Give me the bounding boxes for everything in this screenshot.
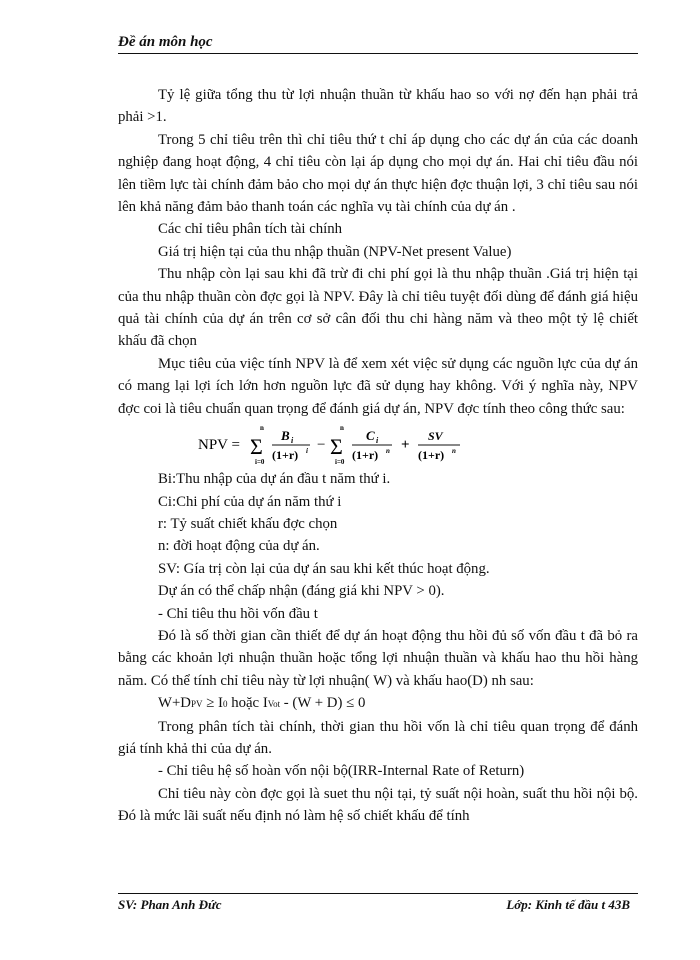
npv-formula [118, 420, 638, 468]
term1-den-exp: i [306, 447, 308, 456]
paragraph-8: Trong phân tích tài chính, thời gian thu hồi vốn là chỉ tiêu quan trọng để đánh giá tính khả thi của dự án. [118, 718, 638, 757]
header-divider [118, 53, 638, 54]
term3-den-exp: n [452, 447, 456, 456]
npv-lhs: NPV = [198, 437, 240, 454]
sum2-bottom: i=0 [335, 458, 345, 467]
definition-sv: SV: Gía trị còn lại của dự án sau khi kết thúc hoạt động. [158, 560, 490, 577]
paragraph-1: Tỷ lệ giữa tổng thu từ lợi nhuận thuần từ khấu hao so với nợ đến hạn phải trả phải >1. [118, 87, 638, 126]
section-heading: Các chỉ tiêu phân tích tài chính [158, 221, 343, 238]
document-body [118, 84, 638, 828]
sum2-top: n [340, 424, 344, 433]
plus-sign: + [401, 437, 410, 454]
definition-r: r: Tỷ suất chiết khấu đợc chọn [158, 515, 338, 532]
footer-class: Lớp: Kinh tế đầu t 43B [506, 897, 630, 912]
term1-num: B [281, 428, 290, 444]
footer-divider [118, 893, 638, 894]
paragraph-5: Thu nhập còn lại sau khi đã trừ đi chi phí gọi là thu nhập thuần .Giá trị hiện tại của thu nhập thuần còn đợc gọi là NPV. Đây là chỉ tiêu tuyệt đối dùng để đánh giá hiệu quả tài chính của dự án trên cơ sở cân đối thu chi hàng năm và theo một tỷ lệ chiết khấu đã chọn [118, 266, 638, 350]
term2-den: (1+r) [352, 448, 379, 463]
acceptance-rule: Dự án có thể chấp nhận (đáng giá khi NPV > 0). [158, 583, 445, 600]
footer-author: SV: Phan Anh Đức [118, 897, 222, 912]
term1-num-sub: i [291, 436, 294, 446]
sum1-sigma: Σ [250, 434, 263, 460]
payback-formula: W+DPV ≥ I0 hoặc IVot - (W + D) ≤ 0 [158, 695, 366, 712]
definition-n: n: đời hoạt động của dự án. [158, 538, 320, 555]
page-footer [118, 897, 638, 913]
term2-num-sub: i [376, 436, 379, 446]
page-header: Đề án môn học [118, 34, 213, 50]
paragraph-6: Mục tiêu của việc tính NPV là để xem xét việc sử dụng các nguồn lực của dự án có mang lại lợi ích lớn hơn nguồn lực đã sử dụng hay không. Với ý nghĩa này, NPV đợc coi là tiêu chuẩn quan trọng để đánh giá dự án, NPV đợc tính theo công thức sau: [118, 355, 638, 417]
npv-heading: Giá trị hiện tại của thu nhập thuần (NPV-Net present Value) [158, 243, 512, 260]
sum2-sigma: Σ [330, 434, 343, 460]
payback-heading: - Chỉ tiêu thu hồi vốn đầu t [158, 605, 318, 622]
term2-num: C [366, 428, 375, 444]
irr-heading: - Chỉ tiêu hệ số hoàn vốn nội bộ(IRR-Internal Rate of Return) [158, 763, 525, 780]
paragraph-2: Trong 5 chỉ tiêu trên thì chỉ tiêu thứ t chỉ áp dụng cho các dự án của các doanh nghiệp đang hoạt động, 4 chỉ tiêu còn lại áp dụng cho mọi dự án. Hai chỉ tiêu đầu nói lên tiềm lực tài chính đảm bảo cho mọi dự án thực hiện đợc thuận lợi, 3 chỉ tiêu sau nói lên khả năng đảm bảo thanh toán các nghĩa vụ tài chính của dự án . [118, 131, 638, 216]
sum1-top: n [260, 424, 264, 433]
sum1-bottom: i=0 [255, 458, 265, 467]
paragraph-10: Chỉ tiêu này còn đợc gọi là suet thu nội tại, tỷ suất nội hoàn, suất thu hồi nội bộ. Đó là mức lãi suất nếu định nó làm hệ số chiết khấu để tính [118, 785, 638, 825]
term1-den: (1+r) [272, 448, 299, 463]
paragraph-7: Đó là số thời gian cần thiết để dự án hoạt động thu hồi đủ số vốn đầu t đã bỏ ra bằng các khoản lợi nhuận thuần hoặc tổng lợi nhuận thuần và khấu hao thu hồi hàng năm. Có thể tính chỉ tiêu này từ lợi nhuận( W) và khấu hao(D) nh sau: [118, 627, 638, 689]
definition-bi: Bi:Thu nhập của dự án đầu t năm thứ i. [158, 471, 391, 488]
term3-den: (1+r) [418, 448, 445, 463]
term3-num: SV [428, 429, 443, 444]
definition-ci: Ci:Chi phí của dự án năm thứ i [158, 493, 342, 510]
term2-den-exp: n [386, 447, 390, 456]
minus-sign: − [317, 437, 326, 454]
